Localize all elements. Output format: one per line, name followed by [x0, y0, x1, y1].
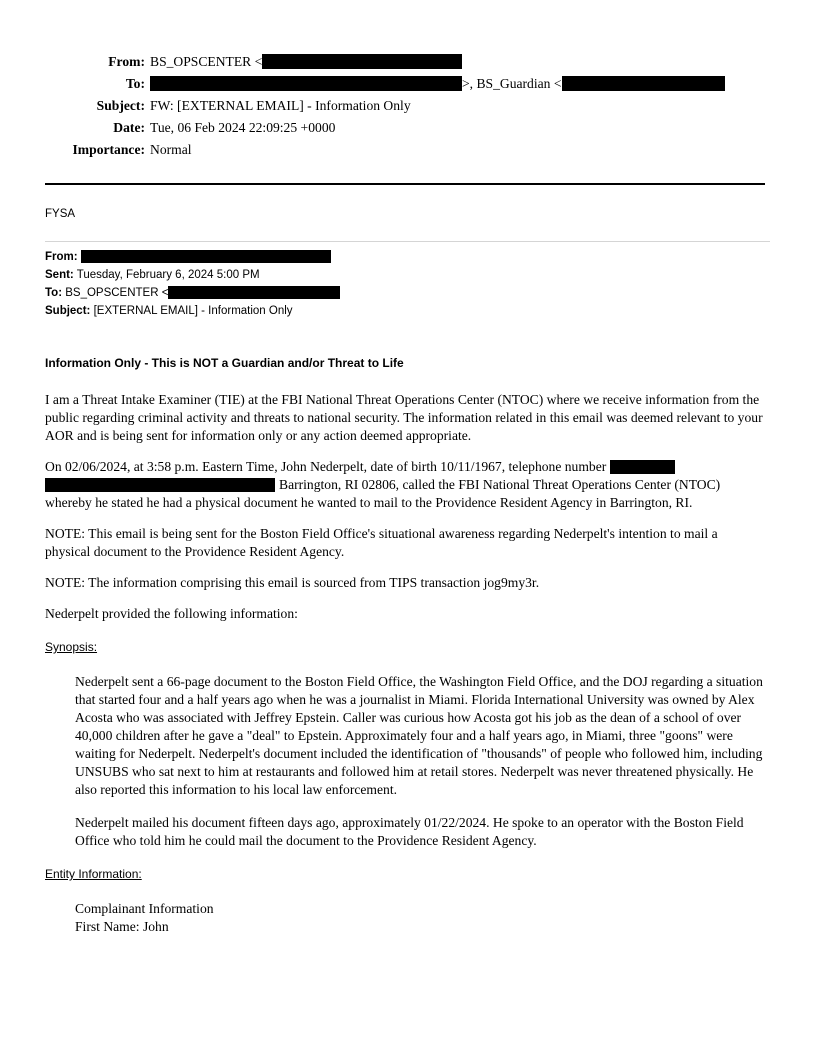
- email-header: [45, 54, 725, 164]
- redaction-bar: [562, 76, 725, 91]
- synopsis-heading: Synopsis:: [45, 640, 98, 654]
- redaction-bar: [262, 54, 462, 69]
- paragraph-incident: [45, 458, 765, 512]
- importance-value: Normal: [150, 142, 192, 157]
- paragraph-intro: I am a Threat Intake Examiner (TIE) at the FBI National Threat Operations Center (NTOC) where we receive information from the public regarding criminal activity and threats to national security. The information related in this email was deemed relevant to your AOR and is being sent for information only or any action deemed appropriate.: [45, 392, 763, 443]
- fysa-text: FYSA: [45, 208, 76, 220]
- synopsis-paragraph-2: Nederpelt mailed his document fifteen days ago, approximately 01/22/2024. He spoke to an operator with the Boston Field Office who told him he could mail the document to the Providence Resident Agency.: [75, 815, 744, 848]
- header-divider-rule: [45, 183, 765, 185]
- first-name-line: First Name: John: [75, 919, 169, 934]
- redaction-bar: [610, 460, 675, 474]
- fwd-subject-label: Subject:: [45, 305, 91, 317]
- entity-information-block: [75, 900, 766, 936]
- information-only-headline: Information Only - This is NOT a Guardian and/or Threat to Life: [45, 356, 404, 370]
- header-row-from: [45, 54, 725, 76]
- to-value-text: >, BS_Guardian <: [462, 76, 562, 91]
- redaction-bar: [150, 76, 462, 91]
- incident-text-before-redaction: On 02/06/2024, at 3:58 p.m. Eastern Time, John Nederpelt, date of birth 10/11/1967, telephone number: [45, 459, 607, 474]
- subject-value: FW: [EXTERNAL EMAIL] - Information Only: [150, 98, 411, 113]
- header-row-date: [45, 120, 725, 142]
- header-row-to: [45, 76, 725, 98]
- entity-information-heading: Entity Information:: [45, 867, 142, 881]
- fwd-sent-value: Tuesday, February 6, 2024 5:00 PM: [76, 269, 260, 281]
- redaction-bar: [45, 478, 275, 492]
- note-situational-awareness: NOTE: This email is being sent for the Boston Field Office's situational awareness regarding Nederpelt's intention to mail a physical document to the Providence Resident Agency.: [45, 526, 718, 559]
- fwd-subject-value: [EXTERNAL EMAIL] - Information Only: [93, 305, 293, 317]
- to-value: [150, 76, 725, 98]
- fwd-to-label: To:: [45, 287, 63, 299]
- fwd-row-subject: [45, 302, 770, 320]
- header-row-subject: [45, 98, 725, 120]
- date-value: Tue, 06 Feb 2024 22:09:25 +0000: [150, 120, 336, 135]
- incident-text-after-redaction: Barrington, RI 02806, called the FBI National Threat Operations Center (NTOC) whereby he stated he had a physical document he wanted to mail to the Providence Resident Agency in Barrington, RI.: [45, 477, 721, 510]
- from-label: From:: [108, 54, 145, 69]
- complainant-information-line: Complainant Information: [75, 901, 214, 916]
- to-label: To:: [125, 76, 145, 91]
- fwd-sent-label: Sent:: [45, 269, 74, 281]
- note-tips-transaction: NOTE: The information comprising this email is sourced from TIPS transaction jog9my3r.: [45, 575, 540, 590]
- importance-label: Importance:: [72, 142, 145, 157]
- fwd-from-label: From:: [45, 251, 78, 263]
- provided-information-line: Nederpelt provided the following information:: [45, 606, 298, 621]
- fwd-row-from: [45, 248, 770, 266]
- subject-label: Subject:: [96, 98, 145, 113]
- from-value: [150, 54, 725, 76]
- fwd-row-to: [45, 284, 770, 302]
- forwarded-header: [45, 241, 770, 320]
- fwd-to-value-text: BS_OPSCENTER <: [65, 287, 169, 299]
- from-value-text: BS_OPSCENTER <: [150, 54, 263, 69]
- fwd-row-sent: [45, 266, 770, 284]
- synopsis-paragraph-1: Nederpelt sent a 66-page document to the Boston Field Office, the Washington Field Office, and the DOJ regarding a situation that started four and a half years ago when he was a journalist in Miami. Florida International University was owned by Alex Acosta who was associated with Jeffrey Epstein. Caller was curious how Acosta got his job as the dean of a school of over 40,000 children after he gave a "deal" to Epstein. Approximately four and a half years ago, in Miami, three "goons" were waiting for Nederpelt. Nederpelt's document included the identification of "thousands" of people who followed him, including UNSUBS who sat next to him at restaurants and followed him at retail stores. Nederpelt was never threatened physically. He also reported this information to his local law enforcement.: [75, 674, 763, 797]
- header-row-importance: [45, 142, 725, 164]
- redaction-bar: [168, 286, 340, 299]
- redaction-bar: [81, 250, 331, 263]
- date-label: Date:: [113, 120, 145, 135]
